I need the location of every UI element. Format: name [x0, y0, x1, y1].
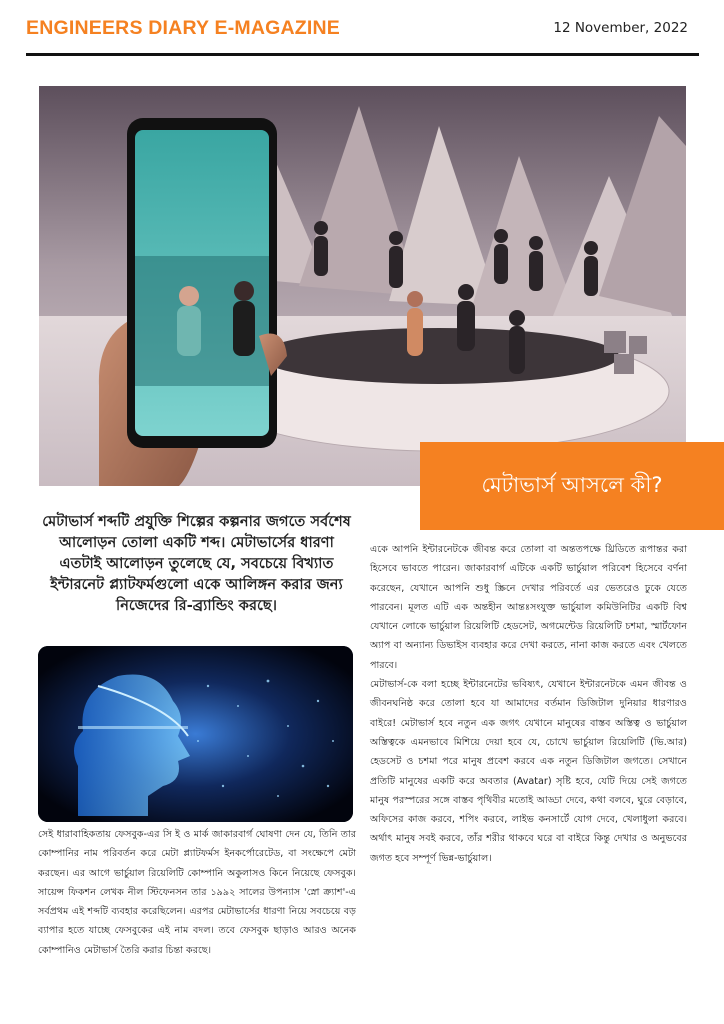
masthead-title: ENGINEERS DIARY E-MAGAZINE	[26, 17, 340, 39]
paragraph: মেটাভার্স-কে বলা হচ্ছে ইন্টারনেটের ভবিষ্যৎ, যেখানে ইন্টারনেটকে এমন জীবন্ত ও জীবনঘনিষ্ঠ করে তোলা হবে যা আমাদের বর্তমান ডিজিটাল দুনিয়ার ধারণারও বাইরে! মেটাভার্স হবে নতুন এক জগৎ যেখানে মানুষের বাস্তব অস্তিত্ব ও ভার্চুয়াল অস্তিত্বকে এমনভাবে মিশিয়ে দেয়া হবে যে, চোখে ভার্চুয়াল রিয়েলিটি (ভি.আর) হেডসেট ও চশমা পরে মানুষ প্রবেশ করবে এক নতুন ডিজিটাল জগতে। সেখানে প্রতিটি মানুষের একটি করে অবতার (Avatar) সৃষ্টি হবে, যেটি দিয়ে সেই জগতে মানুষ পরস্পরের সঙ্গে বাস্তব পৃথিবীর মতোই আড্ডা দেবে, কথা বলবে, ঘুরে বেড়াবে, অফিসের কাজ করবে, শপিং করবে, লাইভ কনসার্টে যোগ দেবে, খেলাধুলা করবে। অর্থাৎ মানুষ সবই করবে, তাঁর শরীর থাকবে ঘরে বা বাইরে কিন্তু দেখার ও অনুভবের জগত হবে সম্পূর্ণ ভিন্ন-ভার্চুয়াল।	[370, 679, 687, 864]
article-body-right	[370, 540, 687, 868]
issue-date: 12 November, 2022	[553, 20, 688, 36]
article-body-left: সেই ধারাবাহিকতায় ফেসবুক-এর সি ই ও মার্ক জাকারবার্গ ঘোষণা দেন যে, তিনি তার কোম্পানির নাম পরিবর্তন করে মেটা প্ল্যাটফর্মস ইনকর্পোরেটেড, বা সংক্ষেপে মেটা করছেন। এর আগে ভার্চুয়াল রিয়েলিটি কোম্পানি অকুলাসও কিনে নিয়েছে ফেসবুক। সায়েন্স ফিকশন লেখক নীল স্টিফেনসন তার ১৯৯২ সালের উপন্যাস 'স্নো ক্র্যাশ'-এ সর্বপ্রথম এই শব্দটি ব্যবহার করেছিলেন। এরপর মেটাভার্সের ধারণা নিয়ে সবচেয়ে বড় ব্যাপার হতে যাচ্ছে ফেসবুকের এই নাম বদল। তবে ফেসবুক ছাড়াও আরও অনেক কোম্পানিও মেটাভার্স তৈরি করার চিন্তা করছে।	[38, 829, 356, 956]
headline-text: মেটাভার্স আসলে কী?	[481, 472, 663, 497]
header-divider	[26, 53, 699, 56]
article-headline	[420, 442, 724, 530]
metaverse-illustration	[39, 86, 686, 486]
ai-head-image	[38, 646, 353, 822]
paragraph: একে আপনি ইন্টারনেটকে জীবন্ত করে তোলা বা অন্ততপক্ষে থ্রিডিতে রূপান্তর করা হিসেবে ভাবতে পারেন। জাকারবার্গ এটিকে একটি ভার্চুয়াল পরিবেশ হিসেবে বর্ণনা করেছেন, যেখানে আপনি শুধু স্ক্রিনে দেখার পরিবর্তে এর ভেতরেও ঢুকে যেতে পারবেন। মূলত এটি এক অন্তহীন আন্তঃসংযুক্ত ভার্চুয়াল কমিউনিটির একটি বিশ্ব যেখানে লোকে ভার্চুয়াল রিয়েলিটি হেডসেট, অগমেন্টেড রিয়েলিটি চশমা, স্মার্টফোন অ্যাপ বা অন্যান্য ডিভাইস ব্যবহার করে দেখা করতে, নানা কাজ করতে এবং খেলতে পারবে।	[370, 544, 687, 671]
pull-quote: মেটাভার্স শব্দটি প্রযুক্তি শিল্পের কল্পনার জগতে সর্বশেষ আলোড়ন তোলা একটি শব্দ। মেটাভার্সের ধারণা এতটাই আলোড়ন তুলেছে যে, সবচেয়ে বিখ্যাত ইন্টারনেট প্ল্যাটফর্মগুলো একে আলিঙ্গন করার জন্য নিজেদের রি-ব্র্যান্ডিং করছে।	[42, 513, 351, 614]
hero-image	[39, 86, 686, 486]
digital-head-illustration	[38, 646, 353, 822]
